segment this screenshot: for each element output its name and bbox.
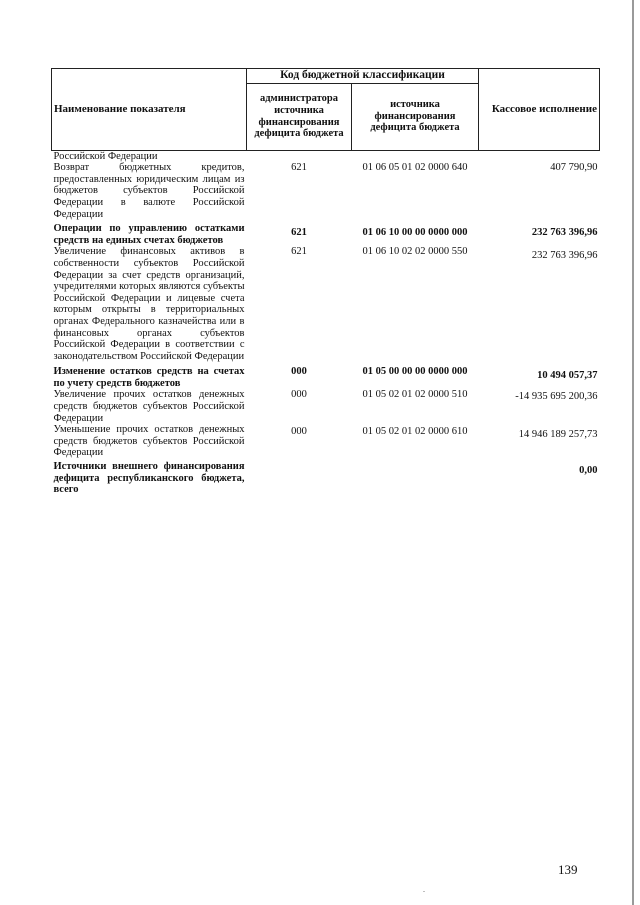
- row-name: Источники внешнего финансирования дефицита республиканского бюджета, всего: [53, 461, 245, 496]
- row-code: 01 06 10 02 02 0000 550: [362, 246, 468, 258]
- row-code: 01 05 02 01 02 0000 510: [362, 389, 468, 401]
- row-value: 0,00: [579, 465, 598, 477]
- row-name: Уменьшение прочих остатков денежных средств бюджетов субъектов Российской Федерации: [53, 424, 245, 459]
- page-edge: [632, 0, 634, 905]
- row-admin: 621: [291, 162, 307, 174]
- row-code: 01 06 05 01 02 0000 640: [362, 162, 468, 174]
- budget-table: [51, 68, 600, 496]
- row-value: 232 763 396,96: [531, 250, 598, 262]
- row-name: Возврат бюджетных кредитов, предоставленных юридическим лицам из бюджетов субъектов Российской Федерации в валюте Российской Федерации: [53, 162, 245, 220]
- row-name: Операции по управлению остатками средств на единых счетах бюджетов: [53, 223, 245, 246]
- row-name: Увеличение прочих остатков денежных средств бюджетов субъектов Российской Федерации: [53, 389, 245, 424]
- row-code: 01 05 02 01 02 0000 610: [362, 426, 468, 438]
- row-value: 232 763 396,96: [531, 227, 598, 239]
- header-execution: Кассовое исполнение: [479, 69, 600, 151]
- row-admin: [247, 150, 352, 162]
- row-name: Увеличение финансовых активов в собственности субъектов Российской Федерации за счет средств организаций, учредителями которых являются субъекты Российской Федерации и лицевые счета которым открыты в территориальных органах Федерального казначейства или в финансовых органах субъектов Российской Федерации в соответствии с законодательством Российской Федерации: [53, 246, 245, 362]
- row-admin: 000: [291, 426, 307, 438]
- header-name: Наименование показателя: [52, 69, 247, 151]
- header-code-group: Код бюджетной классификации: [247, 69, 479, 84]
- row-admin: 000: [291, 389, 307, 401]
- table-row: [52, 223, 600, 246]
- row-value: 407 790,90: [550, 162, 598, 174]
- table-row: [52, 162, 600, 223]
- table-row: [52, 246, 600, 366]
- header-admin: администратора источника финансирования дефицита бюджета: [247, 83, 352, 150]
- table-row: [52, 389, 600, 424]
- header-source: источника финансирования дефицита бюджета: [352, 83, 479, 150]
- row-admin: [247, 459, 352, 496]
- table-row: [52, 459, 600, 496]
- row-value: [479, 150, 600, 162]
- row-value: -14 935 695 200,36: [515, 391, 598, 403]
- row-value: 10 494 057,37: [537, 370, 598, 382]
- scan-mark: .: [423, 885, 425, 894]
- row-admin: 621: [291, 246, 307, 258]
- row-value: 14 946 189 257,73: [518, 429, 598, 441]
- row-name: Изменение остатков средств на счетах по учету средств бюджетов: [53, 366, 245, 389]
- table-row: [52, 150, 600, 162]
- page-number: 139: [558, 862, 578, 877]
- row-code: 01 06 10 00 00 0000 000: [362, 227, 468, 239]
- row-code: [352, 150, 479, 162]
- table-row: [52, 424, 600, 459]
- row-admin: 621: [291, 227, 307, 239]
- row-code: 01 05 00 00 00 0000 000: [362, 366, 468, 378]
- row-name: Российской Федерации: [53, 150, 158, 162]
- row-code: [352, 459, 479, 496]
- row-admin: 000: [291, 366, 307, 378]
- table-row: [52, 366, 600, 389]
